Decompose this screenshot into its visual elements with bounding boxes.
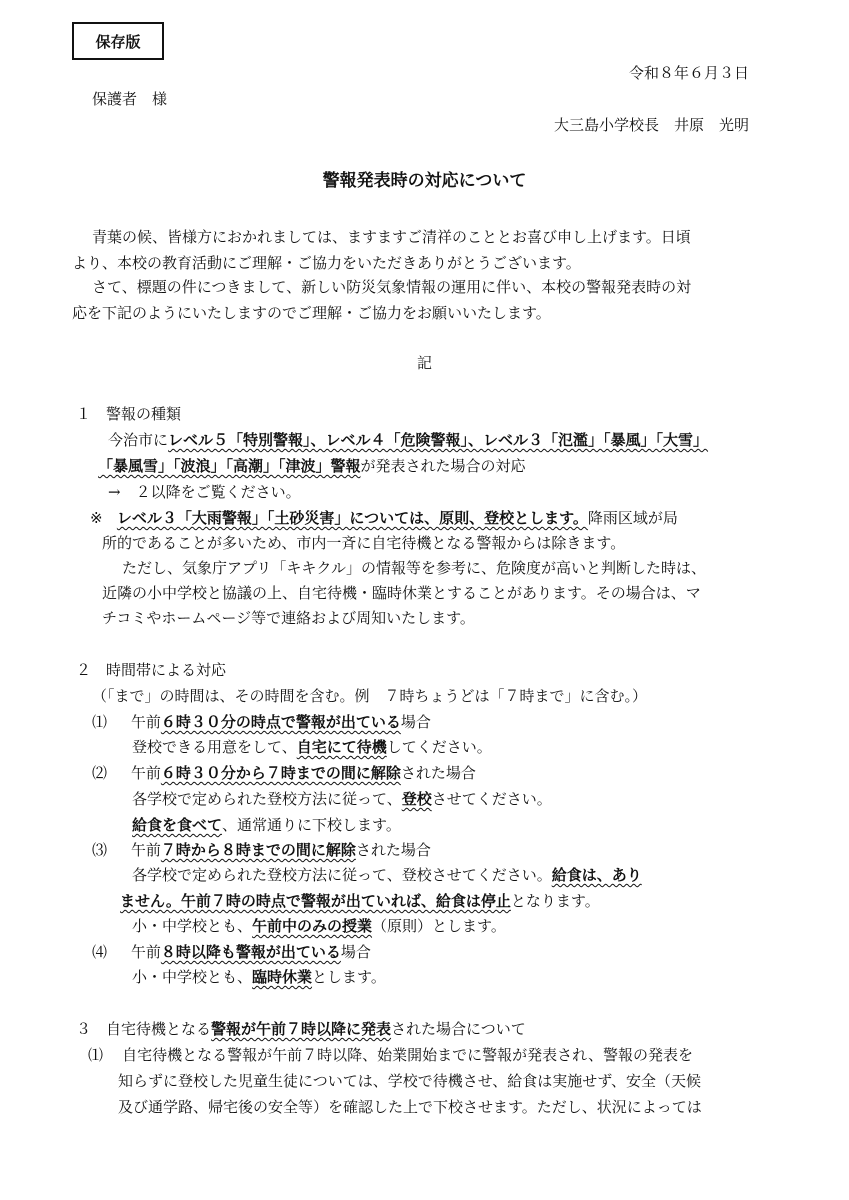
time-note: （「まで」の時間は、その時間を含む。例 ７時ちょうどは「７時まで」に含む。） bbox=[92, 687, 648, 705]
warning-types-line: 「暴風雪」「波浪」「高潮」「津波」警報が発表された場合の対応 bbox=[98, 457, 526, 475]
case-3-detail: 小・中学校とも、午前中のみの授業（原則）とします。 bbox=[132, 917, 506, 935]
case-2-detail: 給食を食べて、通常通りに下校します。 bbox=[132, 816, 401, 834]
warning-types-line: 今治市にレベル５「特別警報」、レベル４「危険警報」、レベル３「氾濫」「暴風」「大雪」 bbox=[108, 431, 709, 449]
issue-date: 令和８年６月３日 bbox=[628, 64, 749, 82]
recipient: 保護者 様 bbox=[92, 90, 168, 108]
section-heading: ２ 時間帯による対応 bbox=[76, 661, 227, 679]
case-3-line: ⑶ 午前７時から８時までの間に解除された場合 bbox=[92, 841, 431, 859]
sender: 大三島小学校長 井原 光明 bbox=[553, 116, 749, 134]
note-line: 近隣の小中学校と協議の上、自宅待機・臨時休業とすることがあります。その場合は、マ bbox=[102, 584, 701, 602]
intro-line: さて、標題の件につきまして、新しい防災気象情報の運用に伴い、本校の警報発表時の対 bbox=[92, 278, 692, 296]
note-line: ※ レベル３「大雨警報」「土砂災害」については、原則、登校とします。降雨区域が局 bbox=[90, 509, 678, 527]
section-3-line: ⑴ 自宅待機となる警報が午前７時以降、始業開始までに警報が発表され、警報の発表を bbox=[88, 1046, 693, 1064]
intro-line: 応を下記のようにいたしますのでご理解・ご協力をお願いいたします。 bbox=[72, 304, 551, 322]
case-3-detail: 各学校で定められた登校方法に従って、登校させてください。給食は、あり bbox=[132, 866, 642, 884]
note-line: ただし、気象庁アプリ「キキクル」の情報等を参考に、危険度が高いと判断した時は、 bbox=[122, 559, 706, 577]
ki-marker: 記 bbox=[416, 354, 432, 372]
section-3-line: 知らずに登校した児童生徒については、学校で待機させ、給食は実施せず、安全（天候 bbox=[118, 1072, 702, 1090]
case-2-detail: 各学校で定められた登校方法に従って、登校させてください。 bbox=[132, 790, 552, 808]
note-line: チコミやホームページ等で連絡および周知いたします。 bbox=[102, 609, 475, 627]
see-below-line: → ２以降をご覧ください。 bbox=[108, 483, 301, 501]
case-3-detail: ません。午前７時の時点で警報が出ていれば、給食は停止となります。 bbox=[120, 892, 600, 910]
case-4-detail: 小・中学校とも、臨時休業とします。 bbox=[132, 968, 386, 986]
intro-line: 青葉の候、皆様方におかれましては、ますますご清祥のこととお喜び申し上げます。日頃 bbox=[92, 228, 691, 246]
case-4-line: ⑷ 午前８時以降も警報が出ている場合 bbox=[92, 943, 371, 961]
section-heading: ３ 自宅待機となる警報が午前７時以降に発表された場合について bbox=[76, 1020, 526, 1038]
section-heading: １ 警報の種類 bbox=[76, 405, 182, 423]
document-title: 警報発表時の対応について bbox=[322, 171, 527, 191]
note-line: 所的であることが多いため、市内一斉に自宅待機となる警報からは除きます。 bbox=[102, 534, 626, 552]
case-1-line: ⑴ 午前６時３０分の時点で警報が出ている場合 bbox=[92, 713, 431, 731]
archive-stamp: 保存版 bbox=[72, 22, 164, 60]
intro-line: より、本校の教育活動にご理解・ご協力をいただきありがとうございます。 bbox=[72, 254, 581, 272]
section-3-line: 及び通学路、帰宅後の安全等）を確認した上で下校させます。ただし、状況によっては bbox=[118, 1098, 702, 1116]
case-2-line: ⑵ 午前６時３０分から７時までの間に解除された場合 bbox=[92, 764, 476, 782]
case-1-detail: 登校できる用意をして、自宅にて待機してください。 bbox=[132, 738, 492, 756]
